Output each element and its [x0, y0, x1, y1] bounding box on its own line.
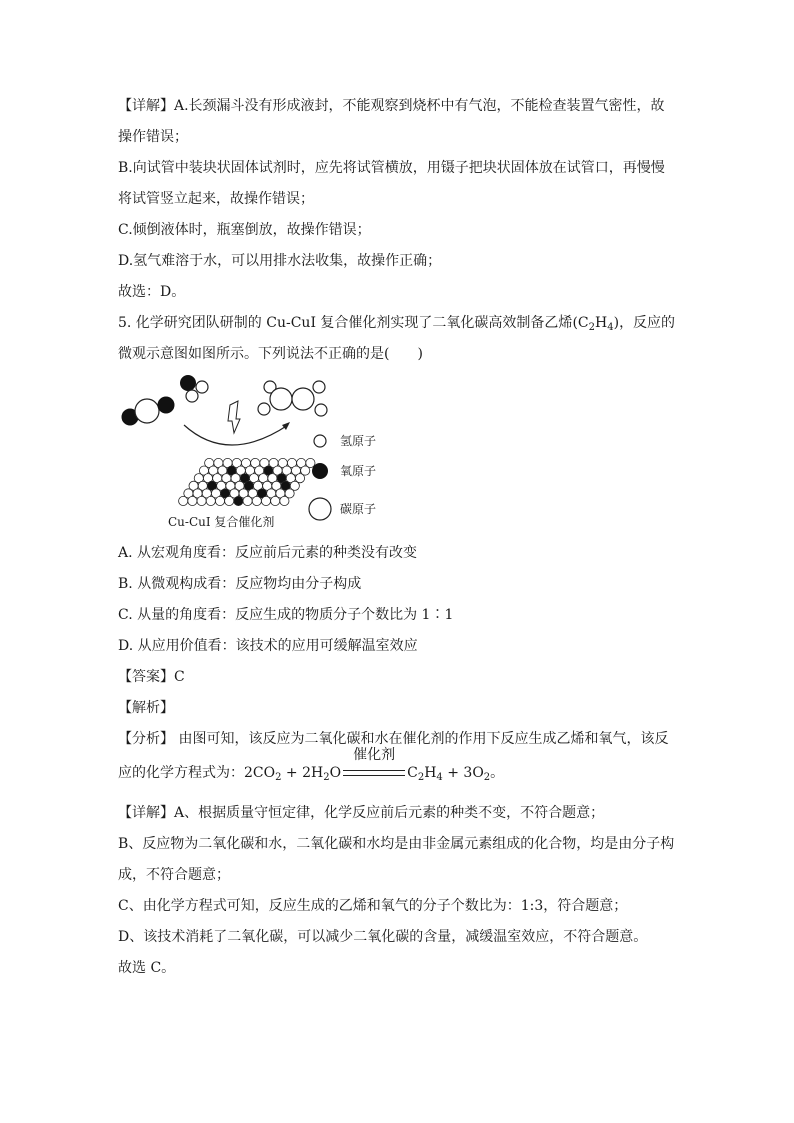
detail1-line1: 【详解】A.长颈漏斗没有形成液封，不能观察到烧杯中有气泡，不能检查装置气密性，故 — [118, 98, 665, 114]
analysis-title: 【解析】 — [118, 700, 174, 716]
detail1-line4: 将试管竖立起来，故操作错误； — [118, 191, 314, 207]
analysis-equation-line: 应的化学方程式为：$2CO_2 + 2H_2O$ 催化剂 $C_2H_4 + 3O_2$。 — [118, 747, 505, 783]
detail1-line3: B.向试管中装块状固体试剂时，应先将试管横放，用镊子把块状固体放在试管口，再慢慢 — [118, 160, 665, 176]
co2-molecule — [122, 397, 174, 425]
detail1-line7: 故选：D。 — [118, 284, 186, 300]
lattice-atom-light — [188, 496, 197, 505]
detail1-line2: 操作错误； — [118, 129, 188, 145]
legend-carbon-icon — [309, 498, 331, 520]
lattice-atom-light — [271, 496, 280, 505]
reaction-diagram — [118, 375, 418, 531]
lattice-atom-light — [215, 496, 224, 505]
lattice-atom-light — [243, 496, 252, 505]
legend-hydrogen-icon — [314, 435, 326, 447]
detail2-line4: C、由化学方程式可知，反应生成的乙烯和氧气的分子个数比为：1:3，符合题意； — [118, 898, 628, 914]
chemical-equation: $2CO_2 + 2H_2O$ 催化剂 $C_2H_4 + 3O_2$。 — [244, 747, 505, 783]
question5-stem-line1: 5. 化学研究团队研制的 Cu-CuI 复合催化剂实现了二氧化碳高效制备乙烯$(C_2H_4)$，反应的 — [118, 315, 676, 333]
option-d: D. 从应用价值看：该技术的应用可缓解温室效应 — [118, 638, 418, 654]
detail2-line6: 故选 C。 — [118, 960, 176, 976]
option-c: C. 从量的角度看：反应生成的物质分子个数比为 1∶1 — [118, 607, 454, 623]
lattice-atom-light — [206, 496, 215, 505]
option-a: A. 从宏观角度看：反应前后元素的种类没有改变 — [118, 545, 418, 561]
option-b: B. 从微观构成看：反应物均由分子构成 — [118, 576, 362, 592]
c2h4-molecule — [258, 381, 327, 416]
lattice-atom-dark — [234, 496, 243, 505]
catalyst-lattice — [179, 458, 315, 505]
question5-text: 5. 化学研究团队研制的 Cu-CuI 复合催化剂实现了二氧化碳高效制备乙烯 — [118, 315, 573, 331]
legend-carbon-label: 碳原子 — [340, 502, 377, 516]
legend-hydrogen-label: 氢原子 — [340, 434, 377, 448]
analysis-line1: 【分析】 由图可知，该反应为二氧化碳和水在催化剂的作用下反应生成乙烯和氧气，该反 — [118, 731, 669, 747]
legend-oxygen-icon — [312, 463, 328, 479]
equation-condition: 催化剂 — [353, 747, 396, 763]
h2o-molecule — [180, 375, 208, 402]
detail2-line1: 【详解】A、根据质量守恒定律，化学反应前后元素的种类不变，不符合题意； — [118, 805, 605, 821]
document-page — [118, 96, 678, 989]
question5-stem-line2: 微观示意图如图所示。下列说法不正确的是( ) — [118, 346, 423, 362]
lattice-atom-light — [280, 496, 289, 505]
catalyst-label: Cu-CuI 复合催化剂 — [168, 515, 275, 529]
detail2-line5: D、该技术消耗了二氧化碳，可以减少二氧化碳的含量，减缓温室效应，不符合题意。 — [118, 929, 648, 945]
lattice-atom-light — [197, 496, 206, 505]
arrow-head — [282, 422, 290, 430]
detail1-line5: C.倾倒液体时，瓶塞倒放，故操作错误； — [118, 222, 371, 238]
lattice-atom-light — [225, 496, 234, 505]
detail1-line6: D.氢气难溶于水，可以用排水法收集，故操作正确； — [118, 253, 442, 269]
lattice-atom-light — [179, 496, 188, 505]
energy-bolt-icon — [228, 401, 240, 433]
legend-oxygen-label: 氧原子 — [340, 464, 377, 478]
detail2-line2: B、反应物为二氧化碳和水，二氧化碳和水均是由非金属元素组成的化合物，均是由分子构 — [118, 836, 675, 852]
detail2-line3: 成，不符合题意； — [118, 867, 230, 883]
lattice-atom-light — [252, 496, 261, 505]
answer: 【答案】C — [118, 669, 185, 685]
ethylene-formula: $(C_2H_4)$ — [572, 315, 620, 333]
lattice-atom-light — [261, 496, 270, 505]
